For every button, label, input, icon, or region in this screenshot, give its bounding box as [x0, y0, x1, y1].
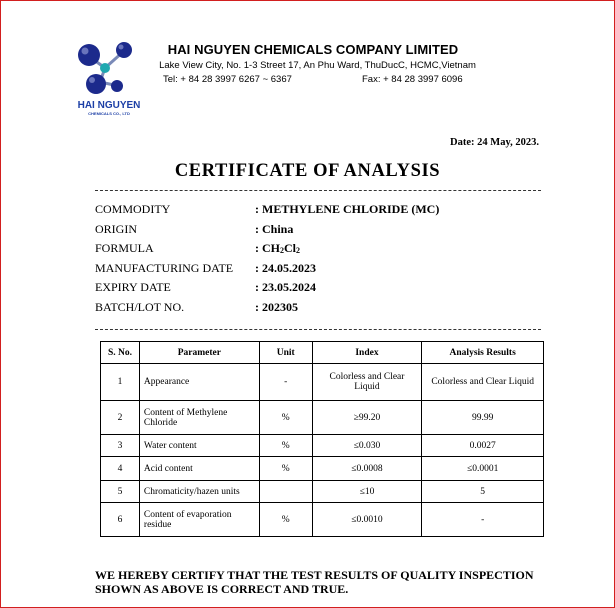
company-name: HAI NGUYEN CHEMICALS COMPANY LIMITED — [167, 42, 459, 57]
cell-index: ≤0.0010 — [312, 503, 422, 537]
cell-parameter: Chromaticity/hazen units — [139, 481, 259, 503]
info-value: : 24.05.2023 — [255, 260, 316, 275]
cell-index: ≤10 — [312, 481, 422, 503]
table-row — [101, 364, 544, 401]
info-key: EXPIRY DATE — [95, 280, 171, 295]
table-row — [101, 435, 544, 457]
info-value: : 23.05.2024 — [255, 280, 316, 295]
info-value-formula: : CH2Cl2 — [255, 241, 300, 256]
cell-index: Colorless and Clear Liquid — [312, 364, 422, 401]
cell-result: 0.0027 — [422, 435, 544, 457]
divider-top — [95, 190, 541, 191]
cell-no: 1 — [101, 364, 140, 401]
info-value: : METHYLENE CHLORIDE (MC) — [255, 202, 440, 216]
cell-parameter: Water content — [139, 435, 259, 457]
cell-unit: % — [259, 503, 312, 537]
cell-no: 6 — [101, 503, 140, 537]
cell-parameter: Acid content — [139, 457, 259, 481]
cell-result: 99.99 — [422, 401, 544, 435]
info-row-manufacturing-date — [95, 259, 545, 279]
company-address: Lake View City, No. 1-3 Street 17, An Phu Ward, ThuDucC, HCMC,Vietnam — [159, 60, 476, 71]
table-row — [101, 503, 544, 537]
cell-result: 5 — [422, 481, 544, 503]
cell-unit: - — [259, 364, 312, 401]
cell-unit: % — [259, 435, 312, 457]
table-row — [101, 481, 544, 503]
table-row — [101, 457, 544, 481]
certificate-date: Date: 24 May, 2023. — [450, 137, 539, 148]
analysis-table — [100, 341, 544, 537]
certification-statement: WE HEREBY CERTIFY THAT THE TEST RESULTS OF QUALITY INSPECTION SHOWN AS ABOVE IS CORRECT AND TRUE. — [95, 568, 534, 596]
cell-result: Colorless and Clear Liquid — [422, 364, 544, 401]
cell-result: - — [422, 503, 544, 537]
info-key: ORIGIN — [95, 221, 137, 236]
cell-no: 4 — [101, 457, 140, 481]
info-key: MANUFACTURING DATE — [95, 260, 234, 275]
info-row-expiry-date — [95, 278, 545, 298]
header-results: Analysis Results — [422, 342, 544, 364]
company-phone: Tel: + 84 28 3997 6267 ~ 6367 — [163, 74, 292, 85]
logo-text: HAI NGUYEN — [77, 100, 141, 111]
table-row — [101, 401, 544, 435]
info-row-origin — [95, 220, 545, 240]
info-key: BATCH/LOT NO. — [95, 299, 185, 314]
cell-no: 2 — [101, 401, 140, 435]
table-header-row — [101, 342, 544, 364]
cell-index: ≤0.0008 — [312, 457, 422, 481]
document-title: CERTIFICATE OF ANALYSIS — [174, 161, 441, 181]
info-row-batch — [95, 298, 545, 318]
info-key: FORMULA — [95, 241, 154, 256]
company-fax: Fax: + 84 28 3997 6096 — [362, 74, 463, 85]
header-parameter: Parameter — [139, 342, 259, 364]
cell-result: ≤0.0001 — [422, 457, 544, 481]
info-key: COMMODITY — [95, 202, 171, 216]
header-unit: Unit — [259, 342, 312, 364]
cell-unit — [259, 481, 312, 503]
logo-subtext: CHEMICALS CO., LTD — [88, 111, 130, 116]
cell-no: 3 — [101, 435, 140, 457]
info-row-commodity — [95, 200, 545, 220]
cell-parameter: Content of evaporation residue — [139, 503, 259, 537]
product-info — [95, 200, 545, 318]
info-row-formula — [95, 239, 545, 259]
cell-no: 5 — [101, 481, 140, 503]
company-logo — [72, 38, 146, 118]
cell-index: ≤0.030 — [312, 435, 422, 457]
header-sno: S. No. — [101, 342, 140, 364]
header-index: Index — [312, 342, 422, 364]
info-value: : China — [255, 221, 294, 236]
info-value: : 202305 — [255, 299, 298, 314]
cell-parameter: Content of Methylene Chloride — [139, 401, 259, 435]
cell-unit: % — [259, 457, 312, 481]
cell-unit: % — [259, 401, 312, 435]
cell-index: ≥99.20 — [312, 401, 422, 435]
cell-parameter: Appearance — [139, 364, 259, 401]
divider-bottom — [95, 329, 541, 330]
